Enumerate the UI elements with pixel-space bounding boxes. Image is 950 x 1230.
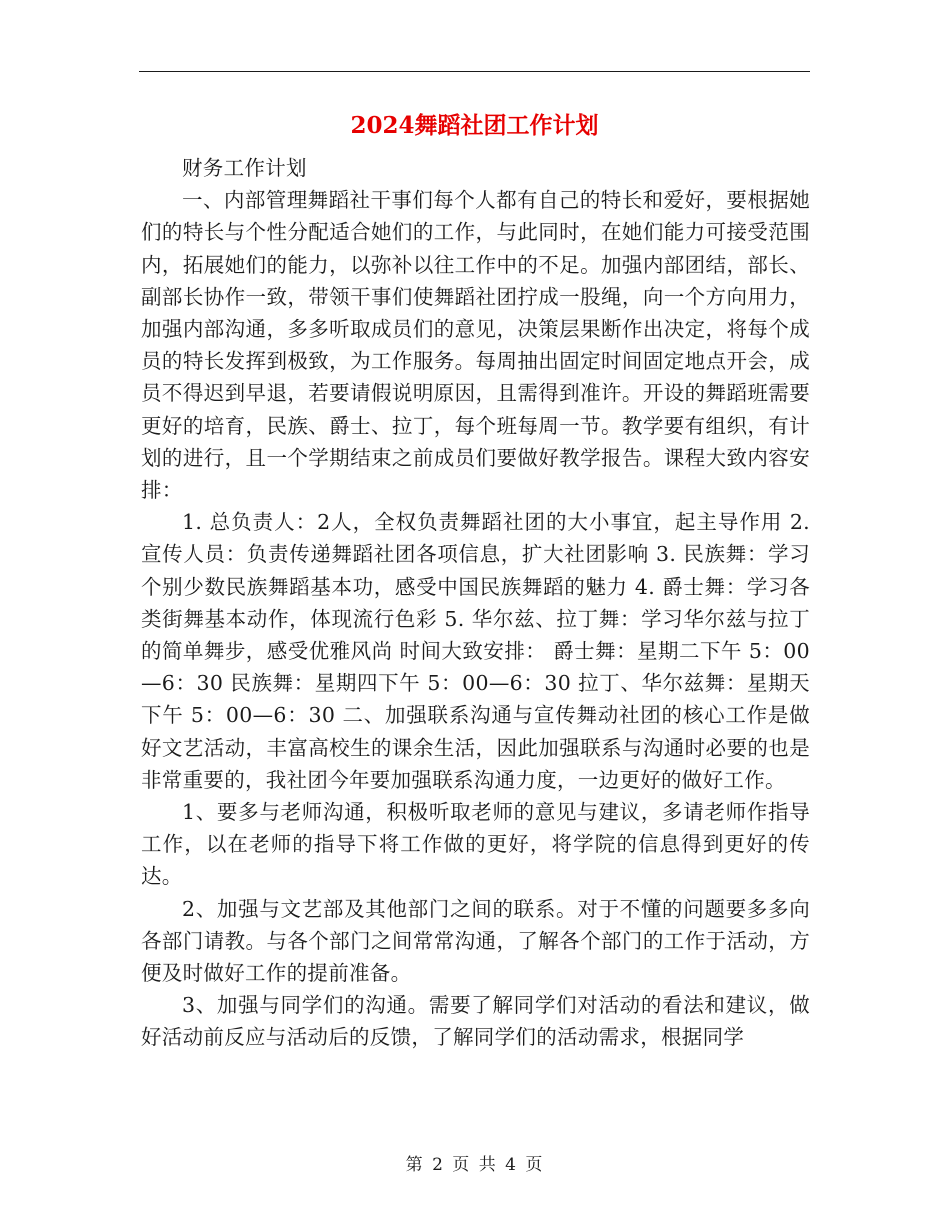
document-body xyxy=(141,152,810,1054)
paragraph-section-heading: 财务工作计划 xyxy=(182,156,307,180)
paragraph-teacher-communication: 1、要多与老师沟通，积极听取老师的意见与建议，多请老师作指导工作，以在老师的指导下将工作做的更好，将学院的信息得到更好的传达。 xyxy=(141,800,810,889)
page-number: 第 2 页 共 4 页 xyxy=(405,1155,545,1175)
paragraph-student-communication: 3、加强与同学们的沟通。需要了解同学们对活动的看法和建议，做好活动前反应与活动后的反馈，了解同学们的活动需求，根据同学 xyxy=(141,993,810,1050)
header-rule xyxy=(139,71,810,72)
paragraph-internal-management: 一、内部管理舞蹈社干事们每个人都有自己的特长和爱好，要根据她们的特长与个性分配适合她们的工作，与此同时，在她们能力可接受范围内，拓展她们的能力，以弥补以往工作中的不足。加强内部团结，部长、副部长协作一致，带领干事们使舞蹈社团拧成一股绳，向一个方向用力，加强内部沟通，多多听取成员们的意见，决策层果断作出决定，将每个成员的特长发挥到极致，为工作服务。每周抽出固定时间固定地点开会，成员不得迟到早退，若要请假说明原因，且需得到准许。开设的舞蹈班需要更好的培育，民族、爵士、拉丁，每个班每周一节。教学要有组织，有计划的进行，且一个学期结束之前成员们要做好教学报告。课程大致内容安排： xyxy=(141,188,810,503)
paragraph-department-liaison: 2、加强与文艺部及其他部门之间的联系。对于不懂的问题要多多向各部门请教。与各个部门之间常常沟通，了解各个部门的工作于活动，方便及时做好工作的提前准备。 xyxy=(141,896,810,986)
paragraph-course-schedule: 1. 总负责人：2人，全权负责舞蹈社团的大小事宜，起主导作用 2. 宣传人员：负责传递舞蹈社团各项信息，扩大社团影响 3. 民族舞：学习个别少数民族舞蹈基本功，感受中国民族舞蹈的魅力 4. 爵士舞：学习各类街舞基本动作，体现流行色彩 5. 华尔兹、拉丁舞：学习华尔兹与拉丁的简单舞步，感受优雅风尚 时间大致安排： 爵士舞：星期二下午 5：00—6：30 民族舞：星期四下午 5：00—6：30 拉丁、华尔兹舞：星期天下午 5：00—6：30 二、加强联系沟通与宣传舞动社团的核心工作是做好文艺活动，丰富高校生的课余生活，因此加强联系与沟通时必要的也是非常重要的，我社团今年要加强联系沟通力度，一边更好的做好工作。 xyxy=(141,510,810,792)
document-title: 2024舞蹈社团工作计划 xyxy=(350,112,599,139)
